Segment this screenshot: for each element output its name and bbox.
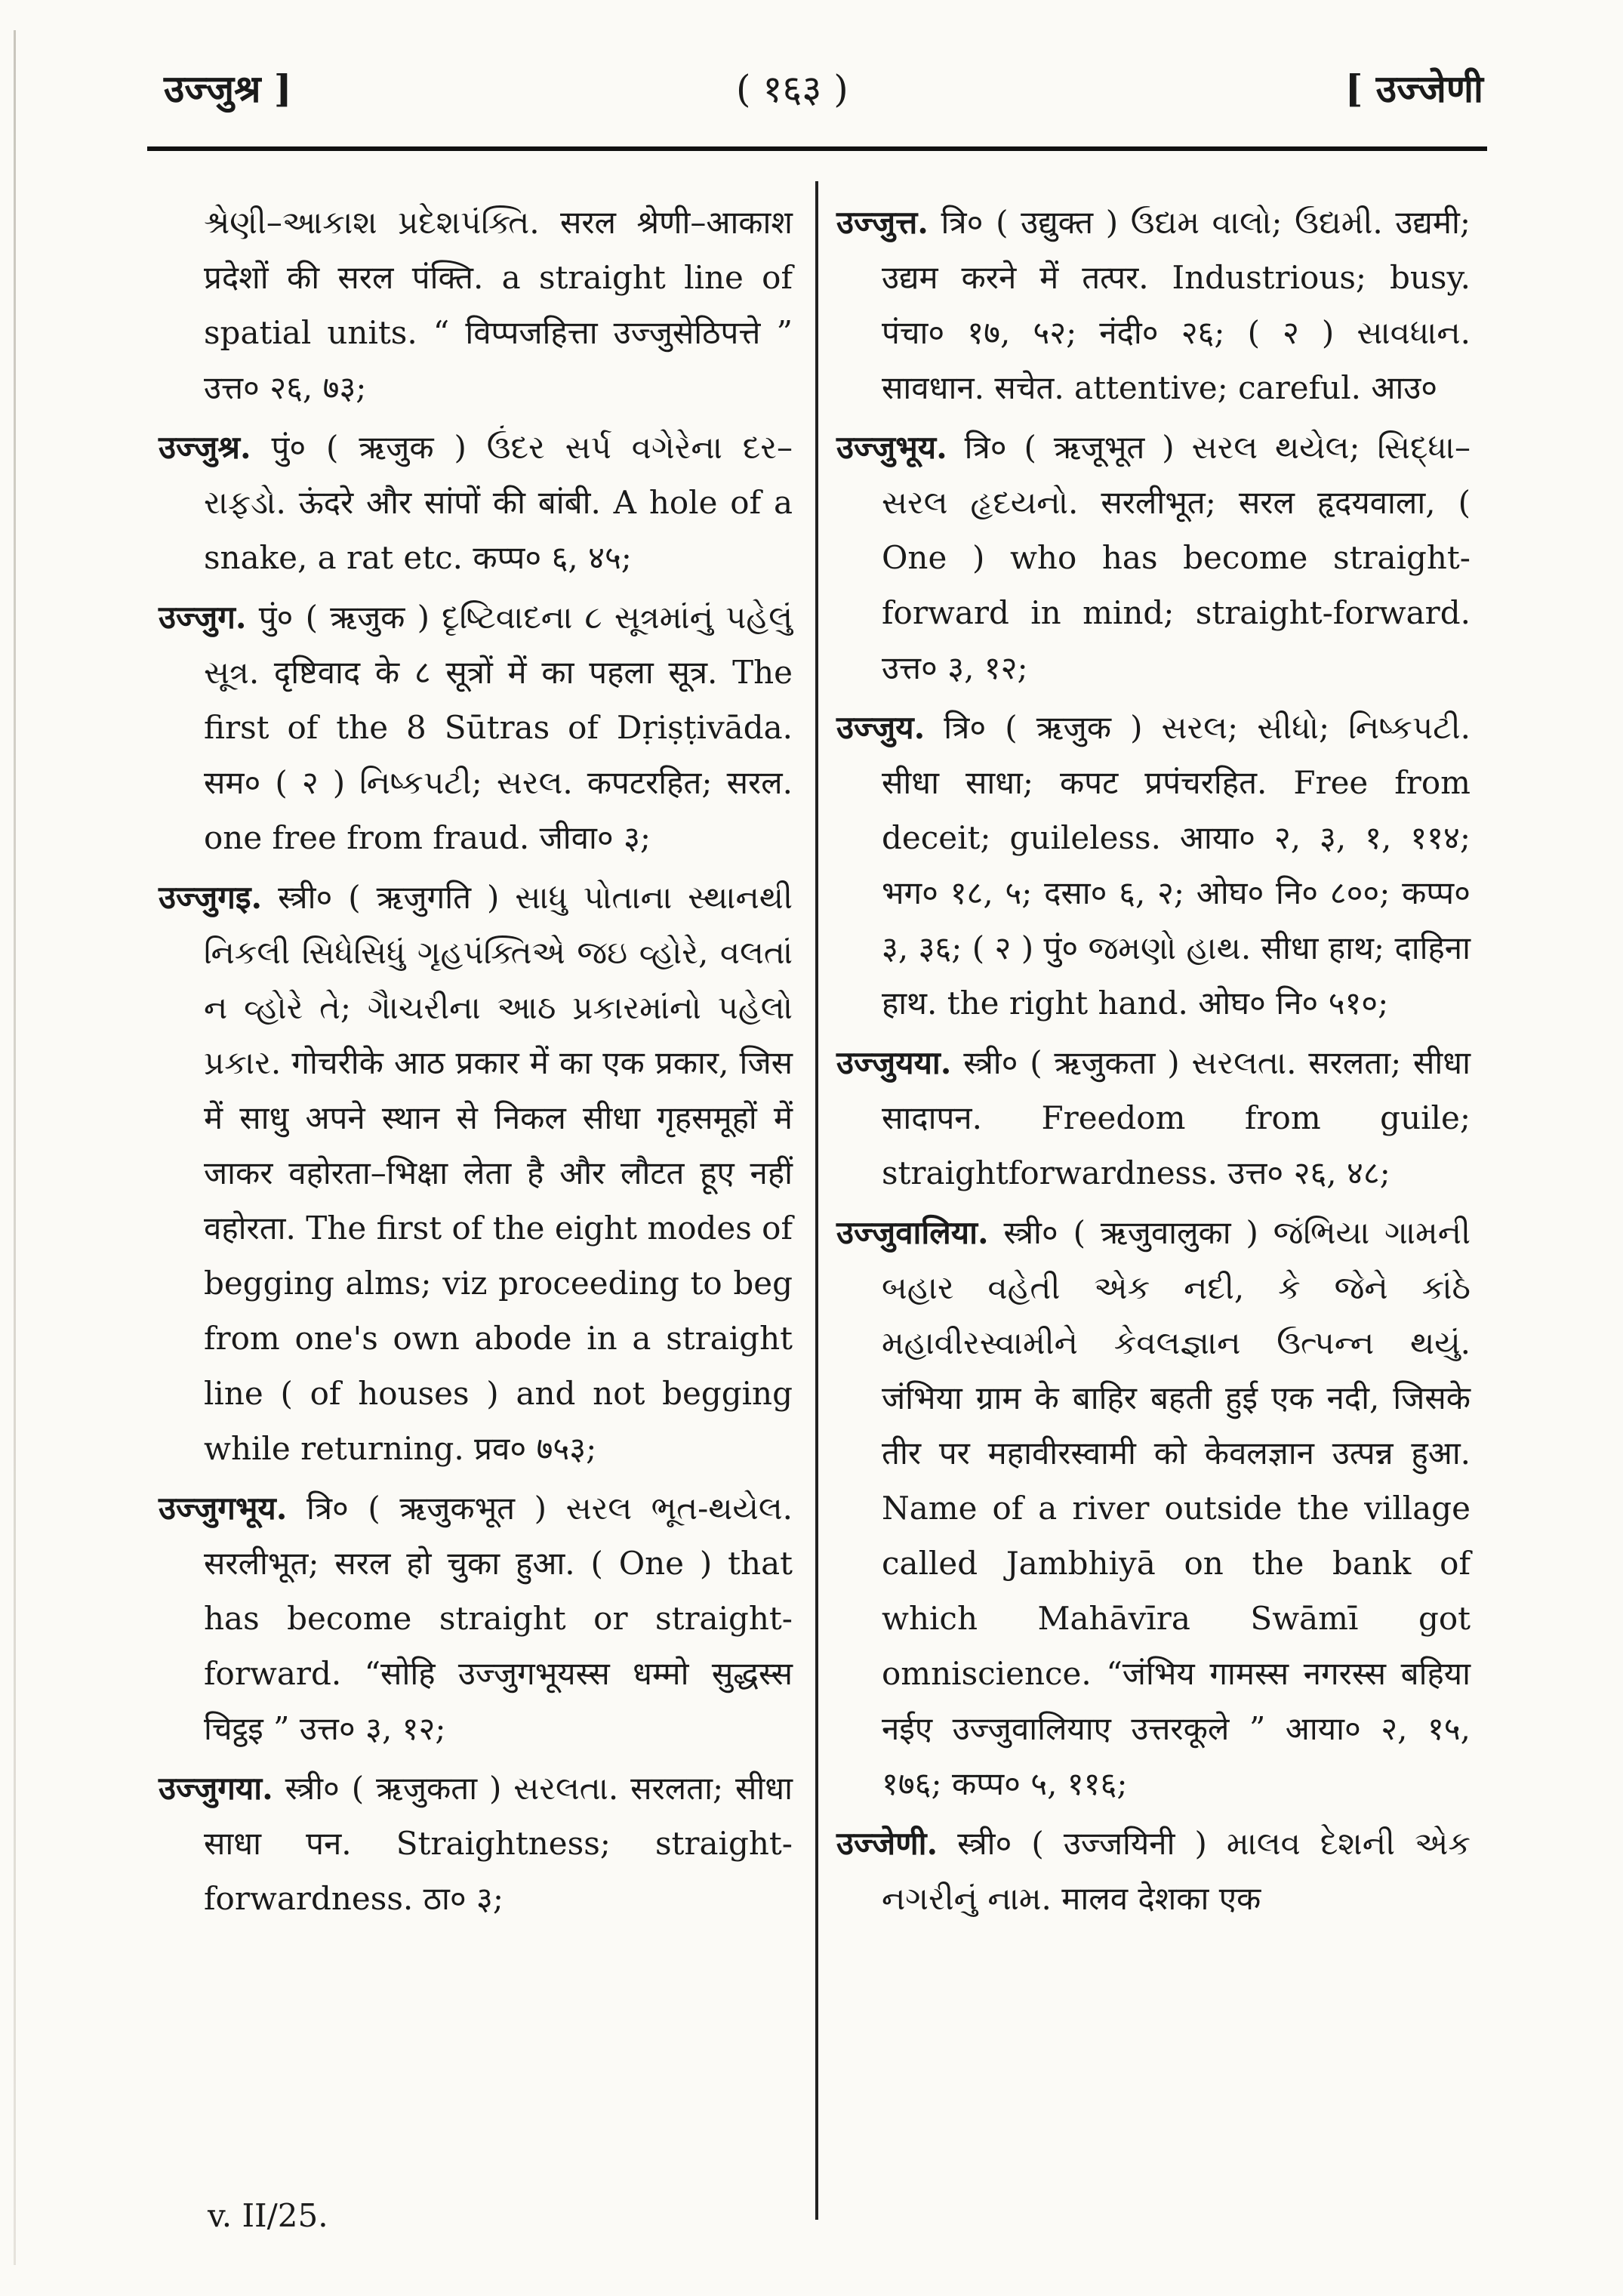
dictionary-entry <box>159 420 793 585</box>
dictionary-entry <box>159 870 793 1476</box>
dictionary-entry <box>836 1816 1471 1926</box>
entry-headword: उज्जेणी. <box>836 1825 938 1862</box>
page-header <box>155 47 1483 122</box>
entry-headword: उज्जुयया. <box>836 1044 952 1081</box>
right-column <box>836 195 1471 1931</box>
entry-text: त्रि० ( ऋजुकभूत ) સરલ ભૂત-થયેલ. सरलीभूत; सरल हो चुका हुआ. ( One ) that has become straight or straight-forward. “सोहि उज्जुगभूयस्स धम्मो सुद्धस्स चिट्ठइ ” उत्त० ३, १२; <box>204 1490 793 1747</box>
dictionary-entry <box>159 195 793 415</box>
volume-signature: v. II/25. <box>208 2197 328 2234</box>
left-column <box>159 195 793 1931</box>
header-right-guide-word: [ उज्जेणी <box>1344 66 1483 111</box>
dictionary-entry <box>836 700 1471 1031</box>
entry-headword: उज्जुत्त. <box>836 204 929 241</box>
entry-text: स्त्री० ( ऋजुकता ) સરલતા. सरलता; सीधा सादापन. Freedom from guile; straightforwardness. उत्त० २६, ४८; <box>882 1044 1471 1191</box>
page-number: ( १६३ ) <box>736 67 848 111</box>
scan-edge <box>14 30 16 2265</box>
entry-headword: उज्जुगइ. <box>159 879 263 916</box>
header-left-guide-word: उज्जुश्र ] <box>164 66 292 111</box>
dictionary-entry <box>159 590 793 865</box>
entry-text: त्रि० ( ऋजूभूत ) સરલ થયેલ; સિદ્ધા–સરલ હૃદયનો. सरलीभूत; सरल हृदयवाला, ( One ) who has become straight-forward in mind; straight-forward. उत्त० ३, १२; <box>882 429 1471 686</box>
dictionary-entry <box>159 1761 793 1926</box>
entry-text: पुं० ( ऋजुक ) ઉંદર સર્પ વગેરેના દર–રાફડો. ऊंदरे और सांपों की बांबी. A hole of a snake, a rat etc. कप्प० ६, ४५; <box>204 429 793 576</box>
entry-text: स्त्री० ( ऋजुकता ) સરલતા. सरलता; सीधा साधा पन. Straightness; straight-forwardness. ठा० ३; <box>204 1770 793 1917</box>
header-rule <box>147 146 1487 151</box>
entry-headword: उज्जुगया. <box>159 1770 273 1807</box>
entry-headword: उज्जुभूय. <box>836 429 947 466</box>
dictionary-entry <box>836 1035 1471 1200</box>
entry-headword: उज्जुय. <box>836 709 925 746</box>
entry-text: स्त्री० ( उज्जयिनी ) માલવ દેશની એક નગરીનું નામ. मालव देशका एक <box>882 1825 1471 1917</box>
entry-text: स्त्री० ( ऋजुगति ) સાધુ પોતાના સ્થાનથી નિકલી સિધેસિધું ગૃહપંક્તિએ જઇ વ્હોરે, વલતાં ન વ્હોરે તે; ગૈાચરીના આઠ પ્રકારમાંનો પહેલો પ્રકાર. गोचरीके आठ प्रकार में का एक प्रकार, जिस में साधु अपने स्थान से निकल सीधा गृहसमूहों में जाकर वहोरता–भिक्षा लेता है और लौटत हूए नहीं वहोरता. The first of the eight modes of begging alms; viz proceeding to beg from one's own abode in a straight line ( of houses ) and not begging while returning. प्रव० ७५३; <box>204 879 793 1467</box>
entry-text: स्त्री० ( ऋजुवालुका ) જંભિયા ગામની બહાર વહેતી એક નદી, કે જેને કાંઠે મહાવીરસ્વામીને કેવલજ્ઞાન ઉત્પન્ન થયું. जंभिया ग्राम के बाहिर बहती हुई एक नदी, जिसके तीर पर महावीरस्वामी को केवलज्ञान उत्पन्न हुआ. Name of a river outside the village called Jambhiyā on the bank of which Mahāvīra Swāmī got omniscience. “जंभिय गामस्स नगरस्स बहिया नईए उज्जुवालियाए उत्तरकूले ” आया० २, १५, १७६; कप्प० ५, ११६; <box>882 1214 1471 1802</box>
dictionary-entry <box>836 195 1471 415</box>
entry-text: पुं० ( ऋजुक ) દૃષ્ટિવાદના ૮ સૂત્રમાંનું પહેલું સૂત્ર. दृष्टिवाद के ८ सूत्रों में का पहला सूत्र. The first of the 8 Sūtras of Dṛiṣṭivāda. सम० ( २ ) નિષ્કપટી; સરલ. कपटरहित; सरल. one free from fraud. जीवा० ३; <box>204 599 793 856</box>
dictionary-entry <box>159 1481 793 1756</box>
column-divider <box>815 181 818 2220</box>
entry-headword: उज्जुश्र. <box>159 429 251 466</box>
entry-text: શ્રેણી–આકાશ પ્રદેશપંક્તિ. सरल श्रेणी–आकाश प्रदेशों की सरल पंक्ति. a straight line of spatial units. “ विप्पजहित्ता उज्जुसेठिपत्ते ” उत्त० २६, ७३; <box>204 204 793 406</box>
entry-text: त्रि० ( ऋजुक ) સરલ; સીધો; નિષ્કપટી. सीधा साधा; कपट प्रपंचरहित. Free from deceit; guileless. आया० २, ३, १, ११४; भग० १८, ५; दसा० ६, २; ओघ० नि० ८००; कप्प० ३, ३६; ( २ ) पुं० જમણો હાથ. सीधा हाथ; दाहिना हाथ. the right hand. ओघ० नि० ५१०; <box>882 709 1471 1022</box>
entry-headword: उज्जुवालिया. <box>836 1214 989 1251</box>
entry-headword: उज्जुगभूय. <box>159 1490 288 1527</box>
entry-headword: उज्जुग. <box>159 599 247 636</box>
entry-text: त्रि० ( उद्युक्त ) ઉદ્યમ વાલો; ઉદ્યમી. उद्यमी; उद्यम करने में तत्पर. Industrious; busy. पंचा० १७, ५२; नंदी० २६; ( २ ) સાવધાન. सावधान. सचेत. attentive; careful. आउ० <box>882 204 1471 406</box>
dictionary-entry <box>836 420 1471 695</box>
dictionary-entry <box>836 1205 1471 1811</box>
